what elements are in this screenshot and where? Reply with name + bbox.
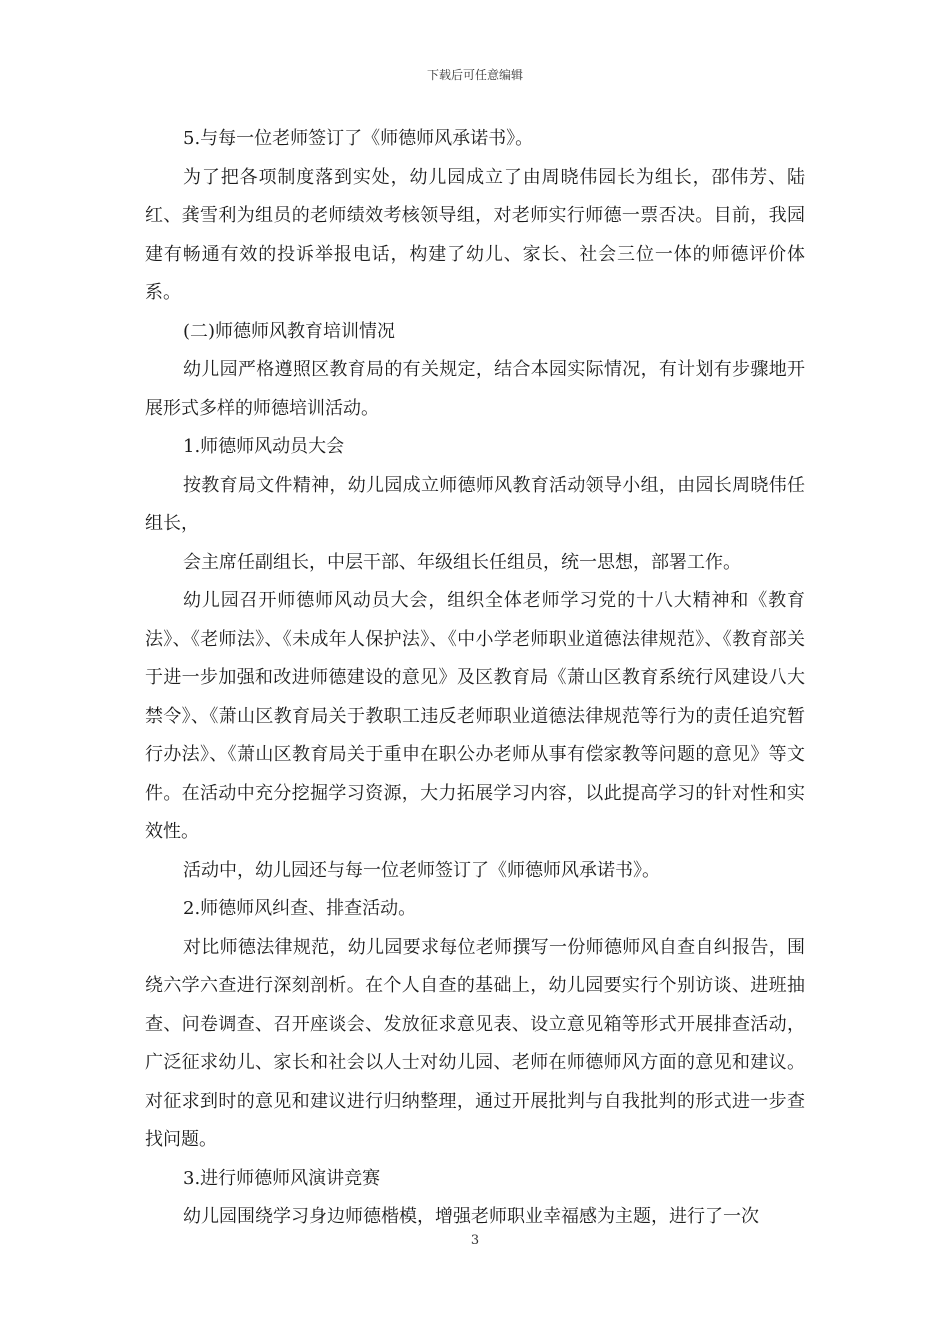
- paragraph: 幼儿园召开师德师风动员大会，组织全体老师学习党的十八大精神和《教育法》、《老师法》、《未成年人保护法》、《中小学老师职业道德法律规范》、《教育部关于进一步加强和改进师德建设的意见》及区教育局《萧山区教育系统行风建设八大禁令》、《萧山区教育局关于教职工违反老师职业道德法律规范等行为的责任追究暂行办法》、《萧山区教育局关于重申在职公办老师从事有偿家教等问题的意见》等文件。在活动中充分挖掘学习资源，大力拓展学习内容，以此提高学习的针对性和实效性。: [145, 590, 805, 842]
- subsection-heading: 2.师德师风纠查、排查活动。: [183, 898, 417, 919]
- page-header: 下载后可任意编辑: [426, 68, 523, 82]
- section-heading: (二)师德师风教育培训情况: [183, 320, 396, 342]
- paragraph: 会主席任副组长，中层干部、年级组长任组员，统一思想，部署工作。: [183, 551, 741, 573]
- paragraph: 5.与每一位老师签订了《师德师风承诺书》。: [183, 128, 534, 149]
- paragraph: 按教育局文件精神，幼儿园成立师德师风教育活动领导小组，由园长周晓伟任组长，: [145, 474, 805, 534]
- subsection-heading: 1.师德师风动员大会: [183, 436, 345, 457]
- paragraph: 幼儿园严格遵照区教育局的有关规定，结合本园实际情况，有计划有步骤地开展形式多样的师德培训活动。: [145, 359, 805, 419]
- paragraph: 活动中，幼儿园还与每一位老师签订了《师德师风承诺书》。: [183, 859, 660, 881]
- subsection-heading: 3.进行师德师风演讲竞赛: [183, 1167, 381, 1189]
- page-number: 3: [470, 1233, 480, 1248]
- paragraph: 幼儿园围绕学习身边师德楷模，增强老师职业幸福感为主题，进行了一次: [183, 1206, 759, 1227]
- document-body: [145, 120, 805, 1237]
- paragraph: 对比师德法律规范，幼儿园要求每位老师撰写一份师德师风自查自纠报告，围绕六学六查进行深刻剖析。在个人自查的基础上，幼儿园要实行个别访谈、进班抽查、问卷调查、召开座谈会、发放征求意见表、设立意见箱等形式开展排查活动，广泛征求幼儿、家长和社会以人士对幼儿园、老师在师德师风方面的意见和建议。对征求到时的意见和建议进行归纳整理，通过开展批判与自我批判的形式进一步查找问题。: [145, 936, 805, 1150]
- paragraph: 为了把各项制度落到实处，幼儿园成立了由周晓伟园长为组长，邵伟芳、陆红、龚雪利为组员的老师绩效考核领导组，对老师实行师德一票否决。目前，我园建有畅通有效的投诉举报电话，构建了幼儿、家长、社会三位一体的师德评价体系。: [145, 166, 805, 303]
